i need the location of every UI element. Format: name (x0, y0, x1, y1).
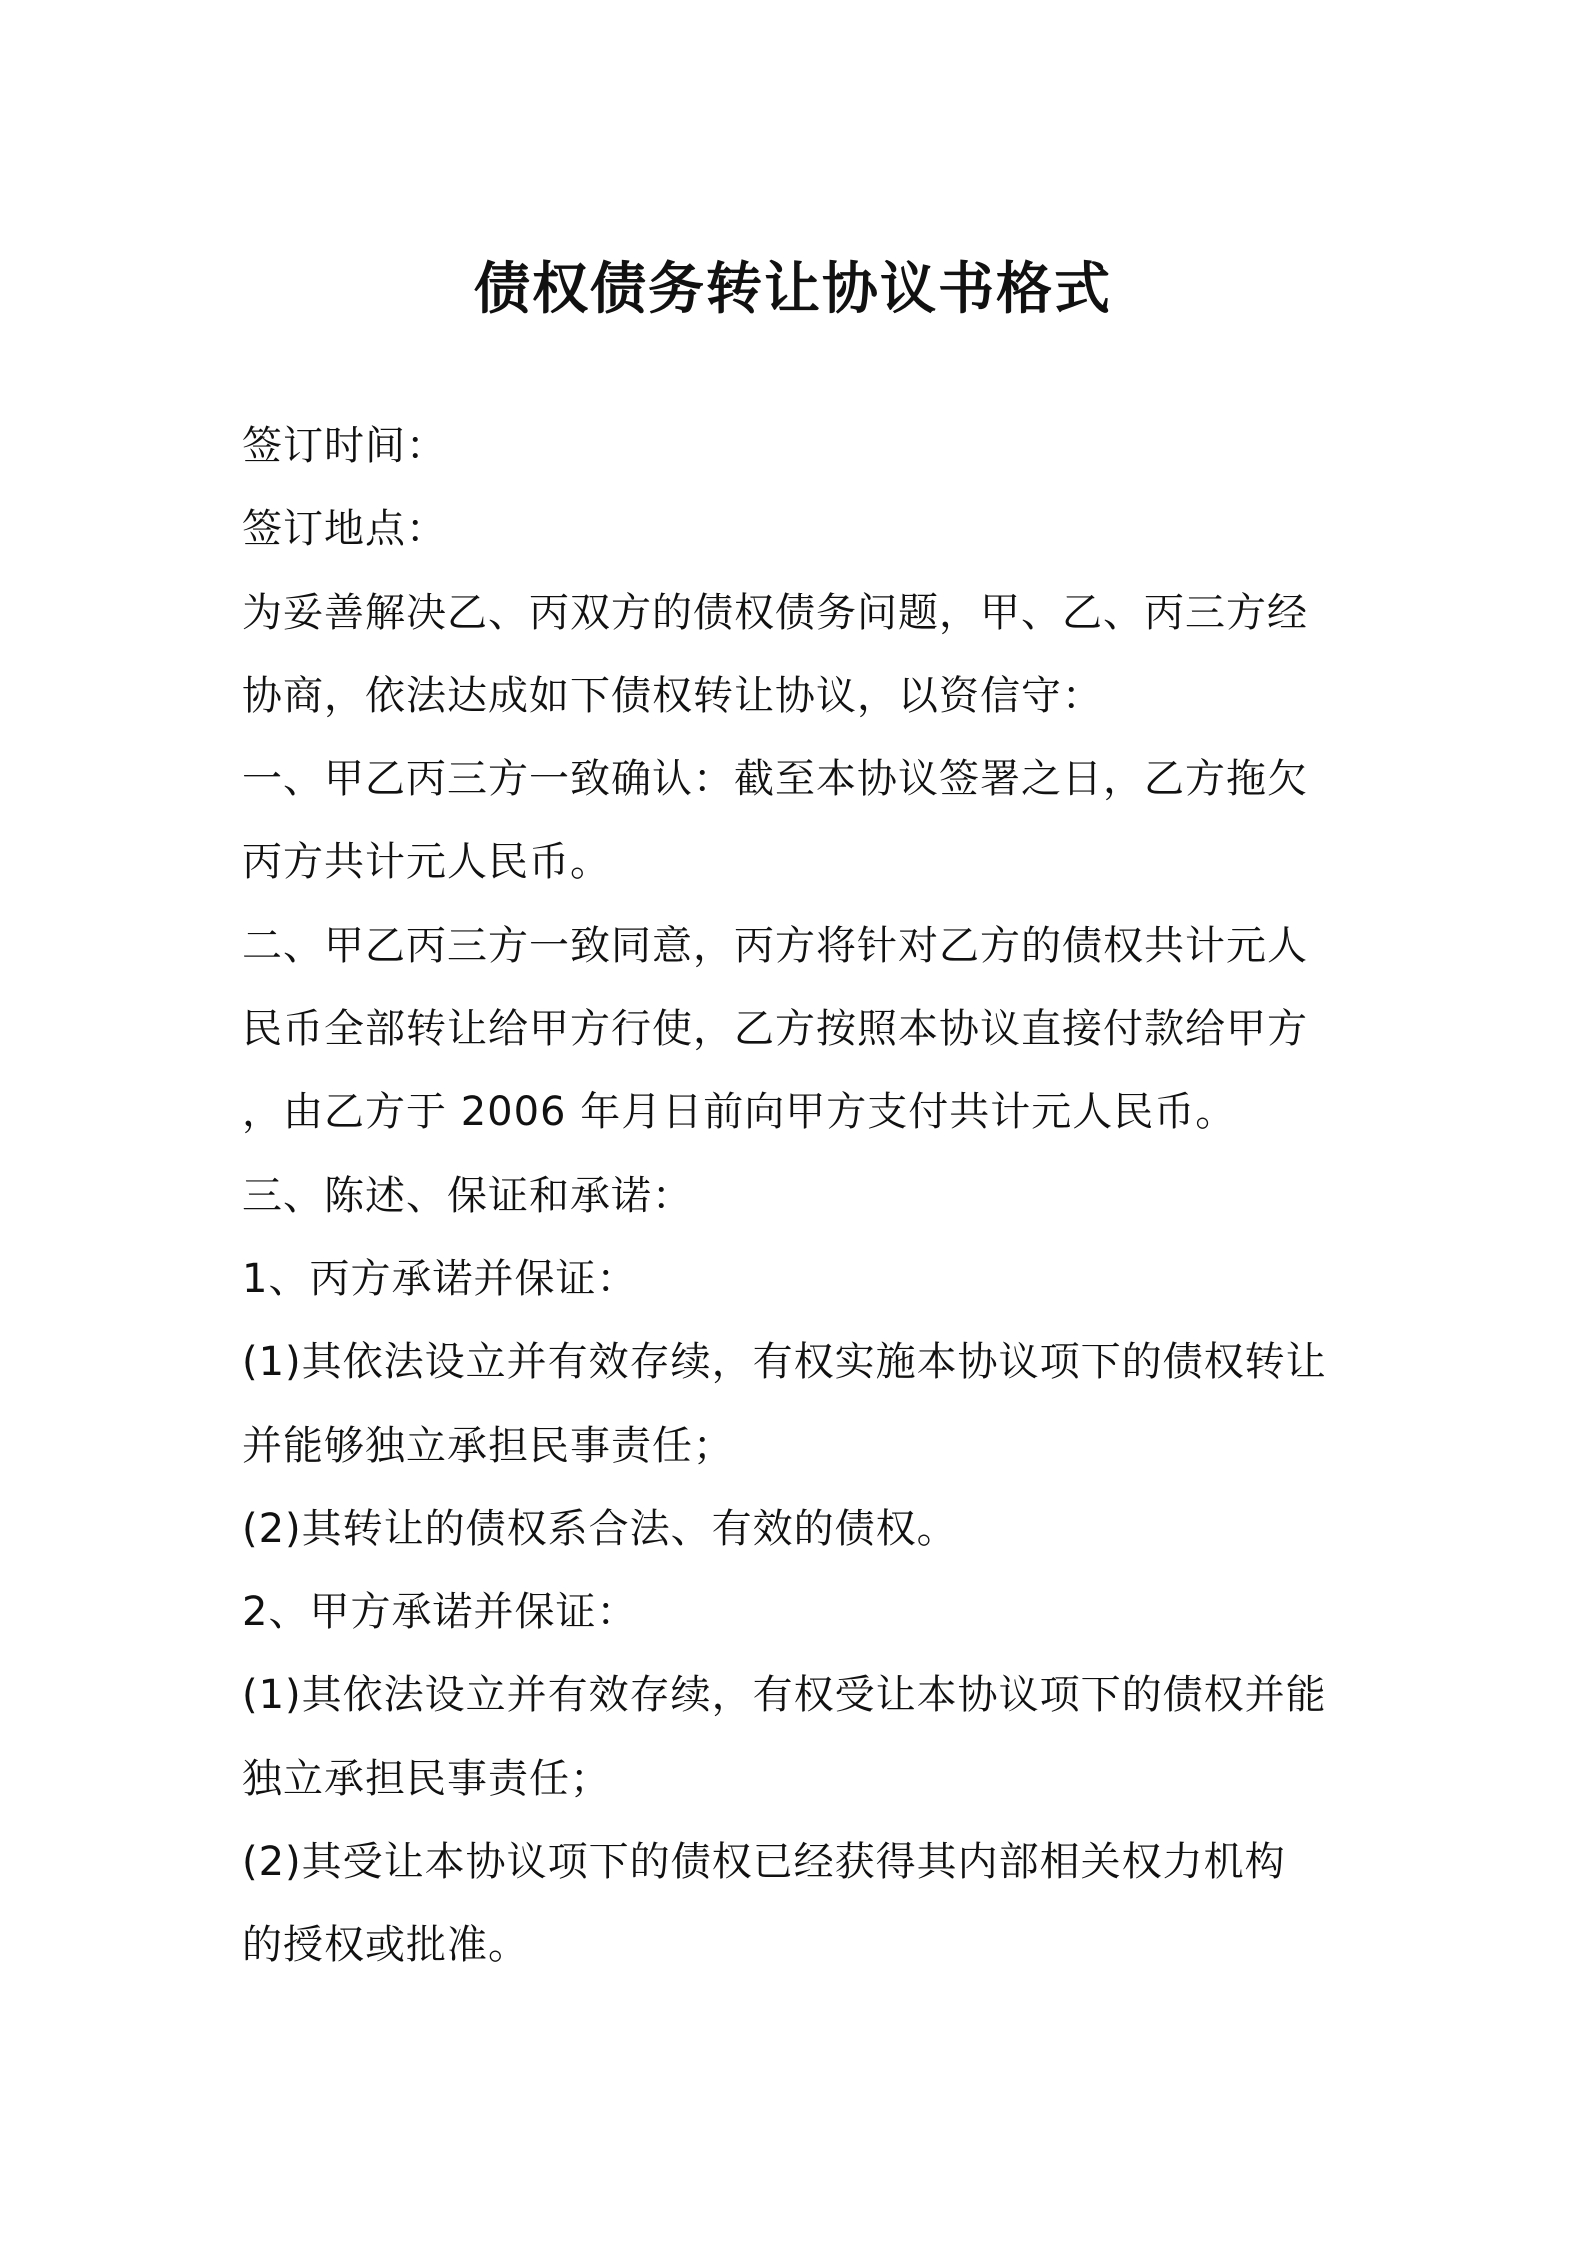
clause-two-line: ，由乙方于 2006 年月日前向甲方支付共计元人民币。 (242, 1089, 1237, 1136)
document-title: 债权债务转让协议书格式 (474, 257, 1112, 322)
party-a-item-1: (1)其依法设立并有效存续，有权受让本协议项下的债权并能 (242, 1672, 1327, 1719)
signing-time-line: 签订时间： (242, 423, 447, 469)
party-c-item-1: (1)其依法设立并有效存续，有权实施本协议项下的债权转让 (242, 1339, 1327, 1386)
clause-one-line: 丙方共计元人民币。 (242, 839, 611, 886)
preamble-line: 协商，依法达成如下债权转让协议，以资信守： (242, 672, 1103, 719)
preamble-line: 为妥善解决乙、丙双方的债权债务问题，甲、乙、丙三方经 (242, 589, 1308, 636)
party-a-heading: 2、甲方承诺并保证： (242, 1589, 638, 1636)
party-a-item-1: 独立承担民事责任； (242, 1755, 611, 1802)
clause-two-line: 民币全部转让给甲方行使，乙方按照本协议直接付款给甲方 (242, 1006, 1308, 1053)
signing-place-line: 签订地点： (242, 506, 447, 553)
party-a-item-2: 的授权或批准。 (242, 1922, 529, 1969)
party-c-item-2: (2)其转让的债权系合法、有效的债权。 (242, 1505, 958, 1552)
clause-two-line: 二、甲乙丙三方一致同意，丙方将针对乙方的债权共计元人 (242, 922, 1308, 969)
document-body (242, 405, 1352, 1988)
clause-three-heading: 三、陈述、保证和承诺： (242, 1172, 693, 1219)
clause-one-line: 一、甲乙丙三方一致确认：截至本协议签署之日，乙方拖欠 (242, 756, 1308, 803)
party-c-heading: 1、丙方承诺并保证： (242, 1255, 638, 1302)
party-a-item-2: (2)其受让本协议项下的债权已经获得其内部相关权力机构 (242, 1839, 1286, 1886)
party-c-item-1: 并能够独立承担民事责任； (242, 1422, 734, 1469)
